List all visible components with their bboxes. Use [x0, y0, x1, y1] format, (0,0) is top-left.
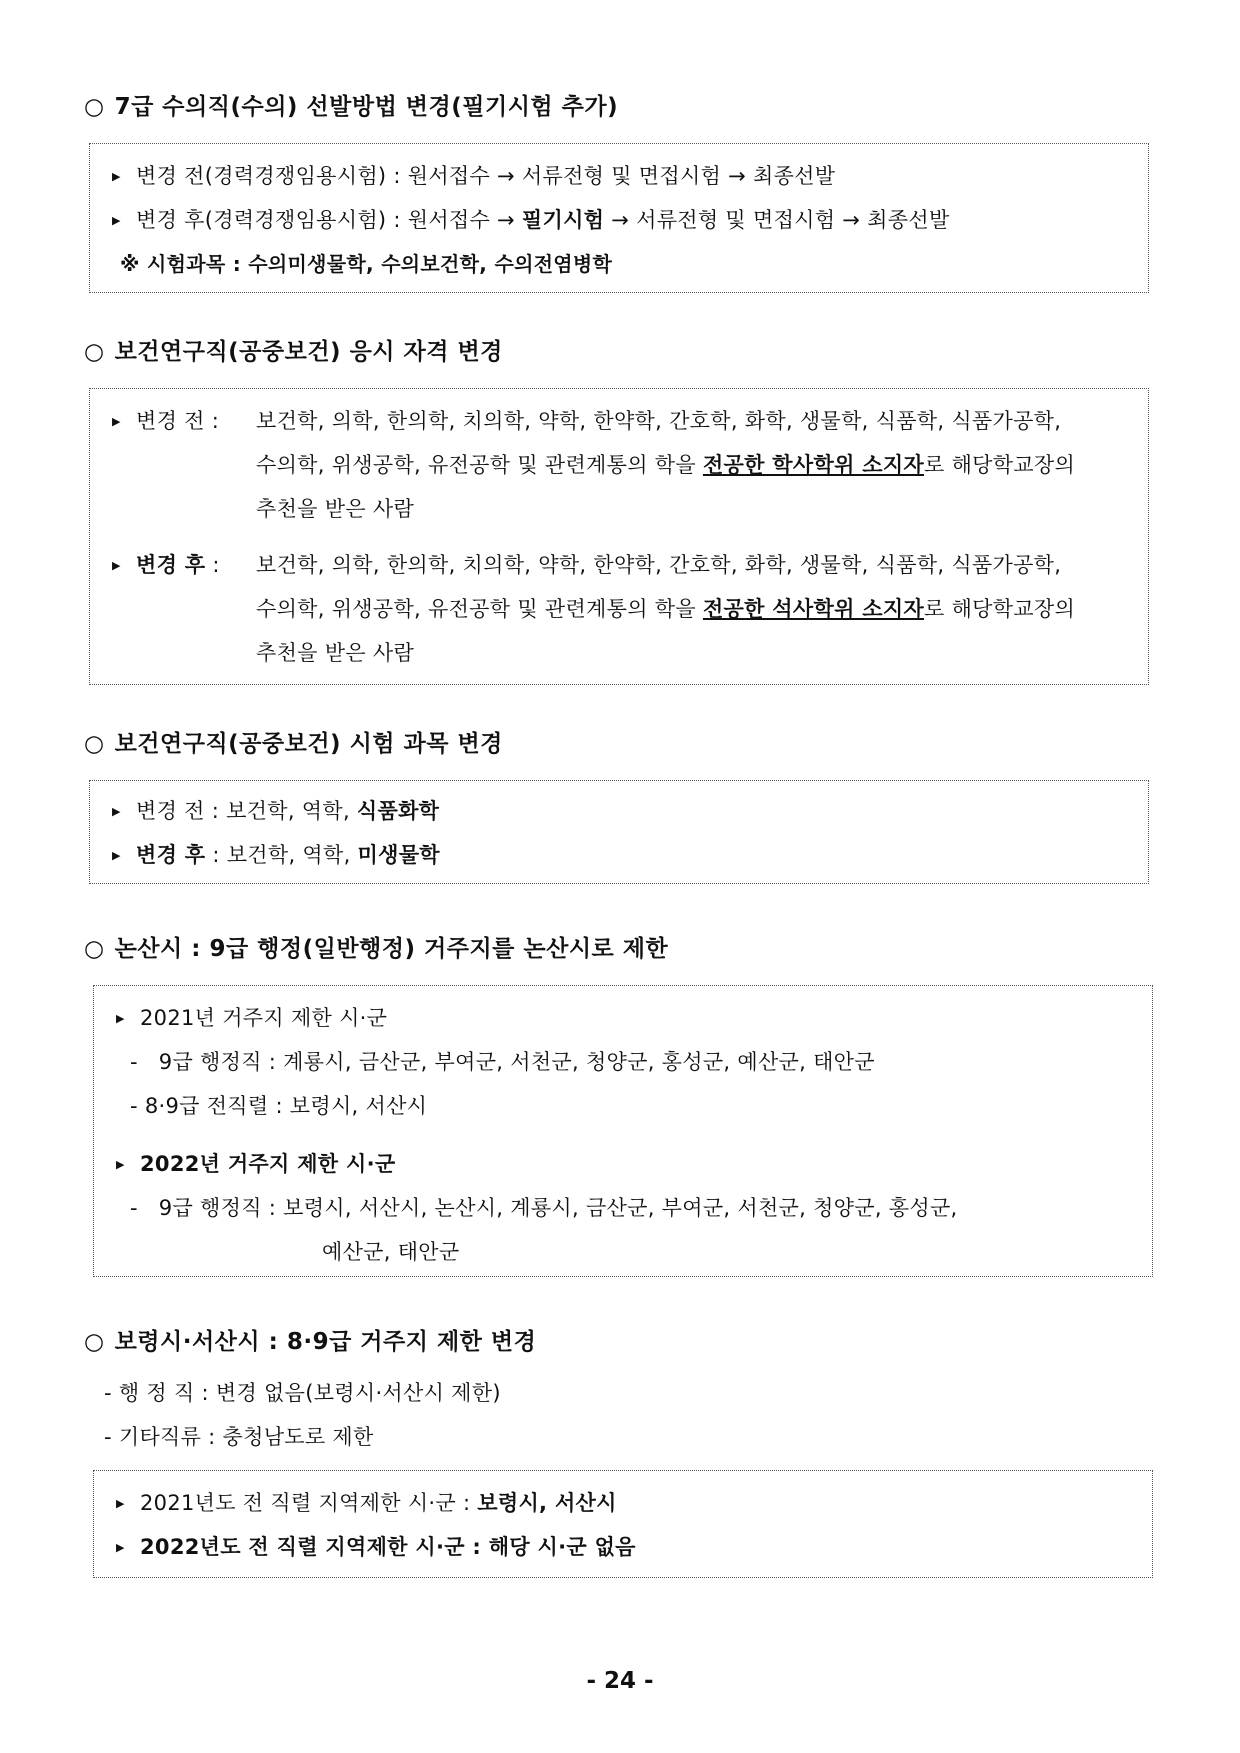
circle-bullet: ○ [84, 936, 105, 962]
triangle-bullet-icon: ▶ [116, 1012, 125, 1025]
residence-2022-line-2: 예산군, 태안군 [322, 1240, 460, 1264]
after-label: ▶ 변경 후 : [112, 553, 220, 577]
region-2021: ▶ 2021년도 전 직렬 지역제한 시·군 : 보령시, 서산시 [116, 1491, 617, 1515]
section-title-nonsan: ○ 논산시 : 9급 행정(일반행정) 거주지를 논산시로 제한 [84, 936, 669, 962]
circle-bullet: ○ [84, 94, 105, 120]
triangle-bullet-icon: ▶ [112, 849, 121, 862]
admin-note: - 행 정 직 : 변경 없음(보령시·서산시 제한) [104, 1381, 501, 1405]
section-title-vet-selection: ○ 7급 수의직(수의) 선발방법 변경(필기시험 추가) [84, 94, 619, 120]
before-line-2: 수의학, 위생공학, 유전공학 및 관련계통의 학을 전공한 학사학위 소지자로 해당학교장의 [256, 453, 1076, 477]
triangle-bullet-icon: ▶ [112, 214, 121, 227]
box-region-restriction [93, 1470, 1153, 1578]
residence-2022-line-1: - 9급 행정직 : 보령시, 서산시, 논산시, 계룡시, 금산군, 부여군, 서천군, 청양군, 홍성군, [130, 1196, 958, 1220]
triangle-bullet-icon: ▶ [112, 415, 121, 428]
subjects-after: ▶ 변경 후 : 보건학, 역학, 미생물학 [112, 843, 440, 867]
residence-2021-line-1: - 9급 행정직 : 계룡시, 금산군, 부여군, 서천군, 청양군, 홍성군, 예산군, 태안군 [130, 1050, 875, 1074]
residence-2022-heading: ▶ 2022년 거주지 제한 시·군 [116, 1152, 396, 1176]
triangle-bullet-icon: ▶ [112, 559, 121, 572]
box-qualification [89, 388, 1149, 685]
page-number: - 24 - [586, 1668, 654, 1694]
box-residence-2021-2022 [93, 985, 1153, 1277]
before-label: ▶ 변경 전 : [112, 409, 220, 433]
circle-bullet: ○ [84, 339, 105, 365]
section-title-exam-subjects: ○ 보건연구직(공중보건) 시험 과목 변경 [84, 731, 503, 757]
after-line-2: 수의학, 위생공학, 유전공학 및 관련계통의 학을 전공한 석사학위 소지자로 해당학교장의 [256, 597, 1076, 621]
box-exam-subjects [89, 780, 1149, 884]
triangle-bullet-icon: ▶ [116, 1497, 125, 1510]
line-after: ▶ 변경 후(경력경쟁임용시험) : 원서접수 → 필기시험 → 서류전형 및 면접시험 → 최종선발 [112, 208, 950, 232]
exam-subjects-note: ※ 시험과목 : 수의미생물학, 수의보건학, 수의전염병학 [120, 252, 613, 276]
box-vet-selection [89, 143, 1149, 293]
triangle-bullet-icon: ▶ [112, 170, 121, 183]
circle-bullet: ○ [84, 1329, 105, 1355]
triangle-bullet-icon: ▶ [116, 1158, 125, 1171]
section-title-boryeong-seosan: ○ 보령시·서산시 : 8·9급 거주지 제한 변경 [84, 1329, 537, 1355]
circle-bullet: ○ [84, 731, 105, 757]
before-line-1: 보건학, 의학, 한의학, 치의학, 약학, 한약학, 간호학, 화학, 생물학, 식품학, 식품가공학, [256, 409, 1062, 433]
region-2022: ▶ 2022년도 전 직렬 지역제한 시·군 : 해당 시·군 없음 [116, 1535, 636, 1559]
residence-2021-heading: ▶ 2021년 거주지 제한 시·군 [116, 1006, 388, 1030]
triangle-bullet-icon: ▶ [116, 1541, 125, 1554]
triangle-bullet-icon: ▶ [112, 805, 121, 818]
subjects-before: ▶ 변경 전 : 보건학, 역학, 식품화학 [112, 799, 440, 823]
line-before: ▶ 변경 전(경력경쟁임용시험) : 원서접수 → 서류전형 및 면접시험 → 최종선발 [112, 164, 836, 188]
residence-2021-line-2: - 8·9급 전직렬 : 보령시, 서산시 [130, 1094, 428, 1118]
section-title-qualification: ○ 보건연구직(공중보건) 응시 자격 변경 [84, 339, 503, 365]
after-line-3: 추천을 받은 사람 [256, 641, 415, 665]
after-line-1: 보건학, 의학, 한의학, 치의학, 약학, 한약학, 간호학, 화학, 생물학, 식품학, 식품가공학, [256, 553, 1062, 577]
before-line-3: 추천을 받은 사람 [256, 497, 415, 521]
other-note: - 기타직류 : 충청남도로 제한 [104, 1425, 374, 1449]
